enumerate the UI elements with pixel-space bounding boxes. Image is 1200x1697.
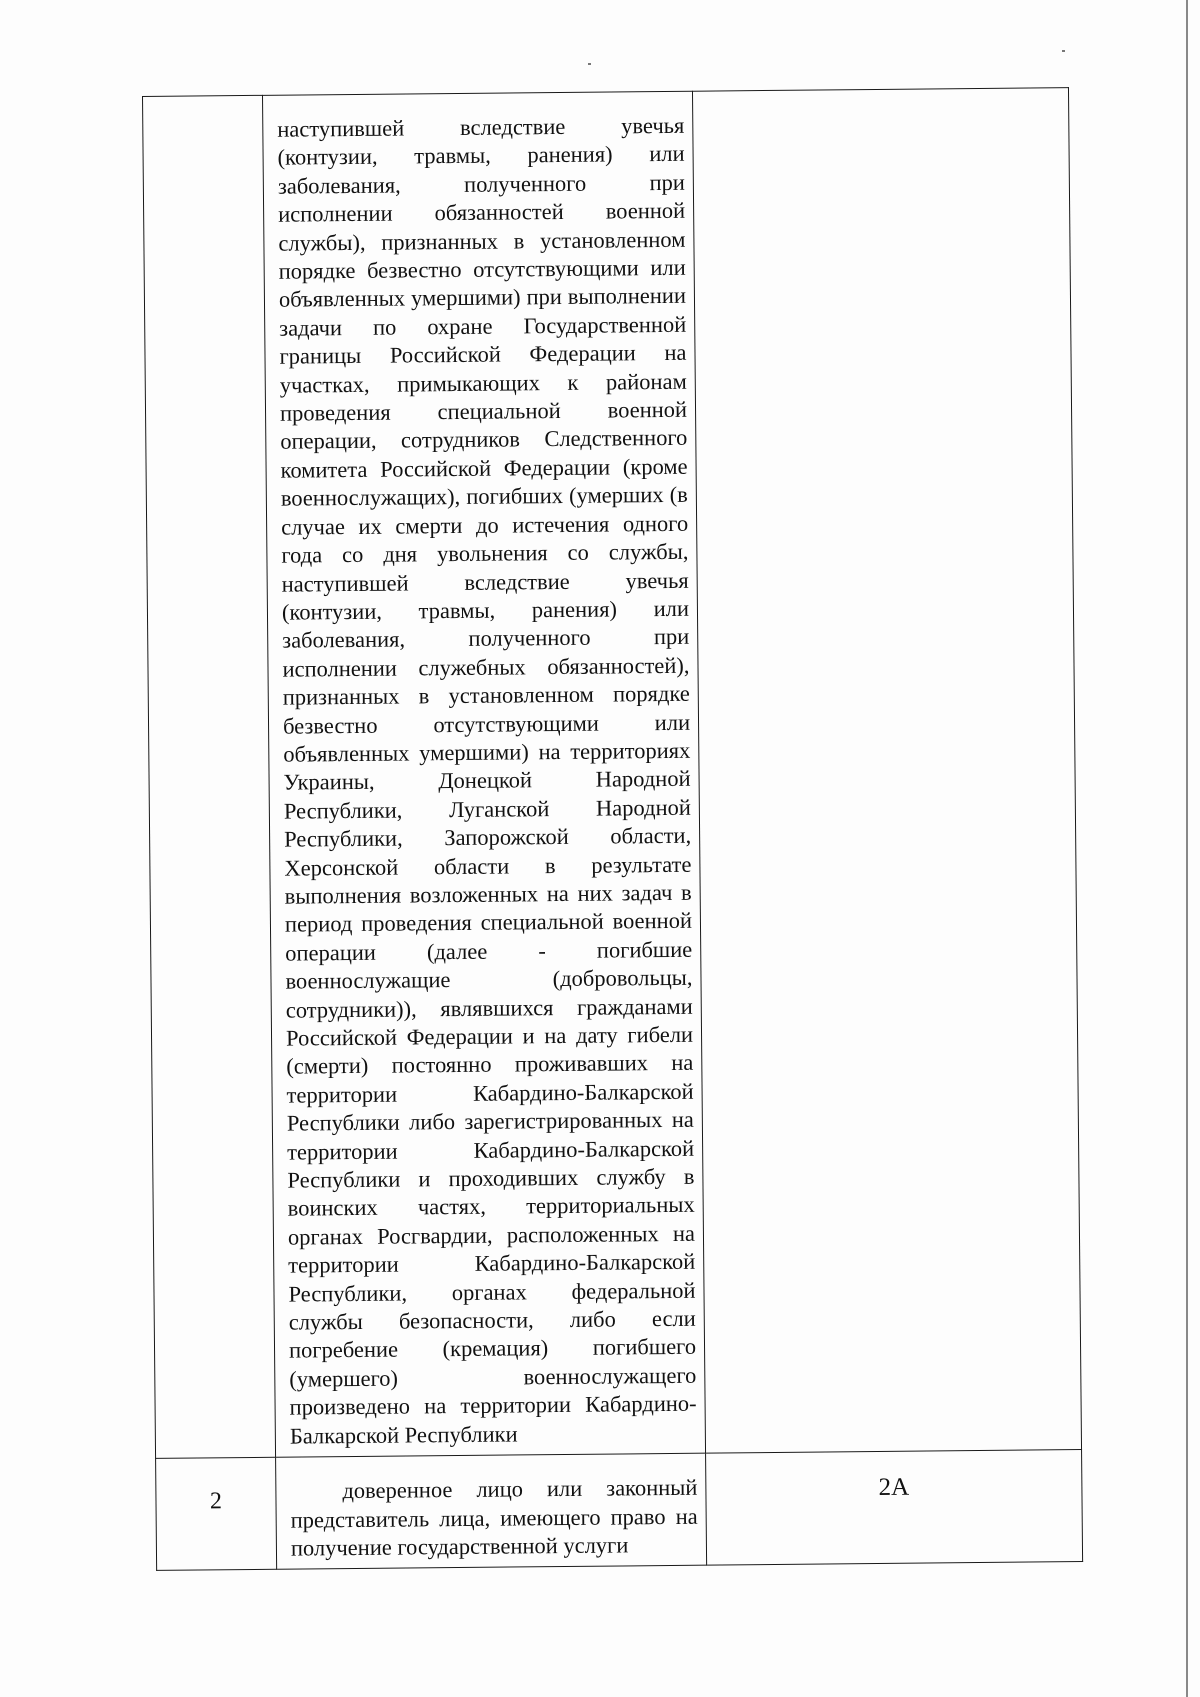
variant-code-cell xyxy=(692,88,1081,1454)
row-number-cell xyxy=(156,1457,277,1570)
applicant-description: доверенное лицо или законный представитель лица, имеющего право на получение государственной услуги xyxy=(290,1474,698,1561)
variant-code-cell xyxy=(706,1450,1083,1566)
applicant-description-cell xyxy=(276,1453,707,1569)
table-row xyxy=(143,88,1082,1459)
variant-code xyxy=(693,88,1068,114)
table-row xyxy=(156,1450,1083,1571)
applicant-description-cell xyxy=(262,91,705,1457)
row-number xyxy=(143,96,262,127)
applicant-description-wrapper xyxy=(276,1454,706,1569)
scan-speck xyxy=(588,63,591,65)
row-number-cell xyxy=(143,95,276,1458)
scan-edge-line xyxy=(1186,0,1188,1697)
scan-speck xyxy=(1062,50,1065,52)
row-number: 2 xyxy=(209,1488,223,1515)
applicant-description: наступившей вследствие увечья (контузии, травмы, ранения) или заболевания, полученного при исполнении обязанностей военной службы), признанных в установленном порядке безвестно отсутствующими или объявленных умершими) при выполнении задачи по охране Государственной границы Российской Федерации на участках, примыкающих к районам проведения специальной военной операции, сотрудников Следственного комитета Российской Федерации (кроме военнослужащих), погибших (умерших (в случае их смерти до истечения одного года со дня увольнения со службы, наступившей вследствие увечья (контузии, травмы, ранения) или заболевания, полученного при исполнении служебных обязанностей), признанных в установленном порядке безвестно отсутствующими или объявленных умершими) на территориях Украины, Донецкой Народной Республики, Луганской Народной Республики, Запорожской области, Херсонской области в результате выполнения возложенных на них задач в период проведения специальной военной операции (далее - погибшие военнослужащие (добровольцы, сотрудники)), являвшихся гражданами Российской Федерации и на дату гибели (смерти) постоянно проживавших на территории Кабардино-Балкарской Республики либо зарегистрированных на территории Кабардино-Балкарской Республики и проходивших службу в воинских частях, территориальных органах Росгвардии, расположенных на территории Кабардино-Балкарской Республики, органах федеральной службы безопасности, либо если погребение (кремация) погибшего (умершего) военнослужащего произведено на территории Кабардино-Балкарской Республики xyxy=(277,112,697,1449)
applicants-table xyxy=(142,87,1083,1571)
variant-code: 2А xyxy=(878,1473,910,1502)
